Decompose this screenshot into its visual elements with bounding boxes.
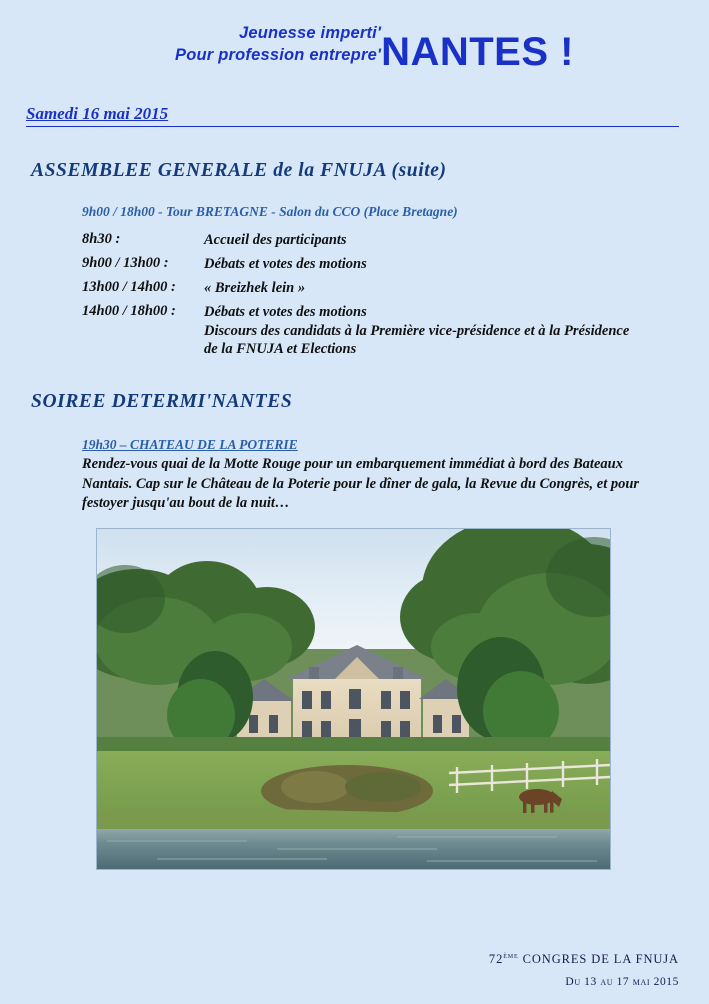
chateau-de-la-poterie-photo [96, 528, 611, 870]
assemblee-venue-line: 9h00 / 18h00 - Tour BRETAGNE - Salon du CCO (Place Bretagne) [82, 204, 458, 219]
schedule-description [204, 255, 682, 273]
footer-congress [489, 951, 679, 967]
footer-dates: Du 13 au 17 mai 2015 [565, 976, 679, 988]
schedule-table [82, 231, 682, 364]
header-brand: NANTES ! [381, 29, 574, 74]
footer-congress-sup: ème [503, 950, 519, 960]
header-inner [0, 22, 709, 74]
header-slogan [175, 22, 381, 74]
schedule-time: 13h00 / 14h00 : [82, 279, 176, 296]
schedule-description-line: « Breizhek lein » [204, 280, 306, 297]
schedule-time: 14h00 / 18h00 : [82, 303, 176, 320]
photo-illustration [97, 529, 610, 869]
section-title-soiree: SOIREE DETERMI'NANTES [31, 391, 293, 412]
soiree-venue-line: 19h30 – CHATEAU DE LA POTERIE [82, 437, 298, 452]
schedule-description-line: Discours des candidats à la Première vice-présidence et à la Présidence [204, 322, 630, 339]
footer-congress-number: 72 [488, 952, 504, 966]
schedule-description [204, 231, 682, 249]
schedule-description [204, 279, 682, 297]
schedule-row [82, 231, 682, 249]
header-slogan-line2: Pour profession entrepre' [175, 46, 382, 65]
schedule-description-line: Accueil des participants [204, 232, 347, 248]
schedule-description-line: Débats et votes des motions [204, 256, 367, 273]
date-text: Samedi 16 mai 2015 [26, 104, 169, 123]
section-title-assemblee-generale: ASSEMBLEE GENERALE de la FNUJA (suite) [31, 160, 447, 181]
soiree-paragraph: Rendez-vous quai de la Motte Rouge pour un embarquement immédiat à bord des Bateaux Nantais. Cap sur le Château de la Poterie pour le dîner de gala, la Revue du Congrès, et pour festoyer jusqu'au bout de la nuit… [82, 456, 640, 512]
schedule-description [204, 303, 682, 357]
schedule-row [82, 279, 682, 297]
document-footer [489, 951, 679, 988]
document-header [0, 22, 709, 92]
schedule-description-line: Débats et votes des motions [204, 304, 367, 321]
schedule-row [82, 255, 682, 273]
header-slogan-line1: Jeunesse imperti' [238, 24, 382, 42]
schedule-description-line: de la FNUJA et Elections [204, 340, 357, 357]
schedule-row [82, 303, 682, 357]
date-bar [26, 104, 679, 127]
footer-congress-rest: CONGRES DE LA FNUJA [518, 952, 679, 966]
schedule-time: 8h30 : [82, 231, 121, 247]
schedule-time: 9h00 / 13h00 : [82, 255, 169, 272]
